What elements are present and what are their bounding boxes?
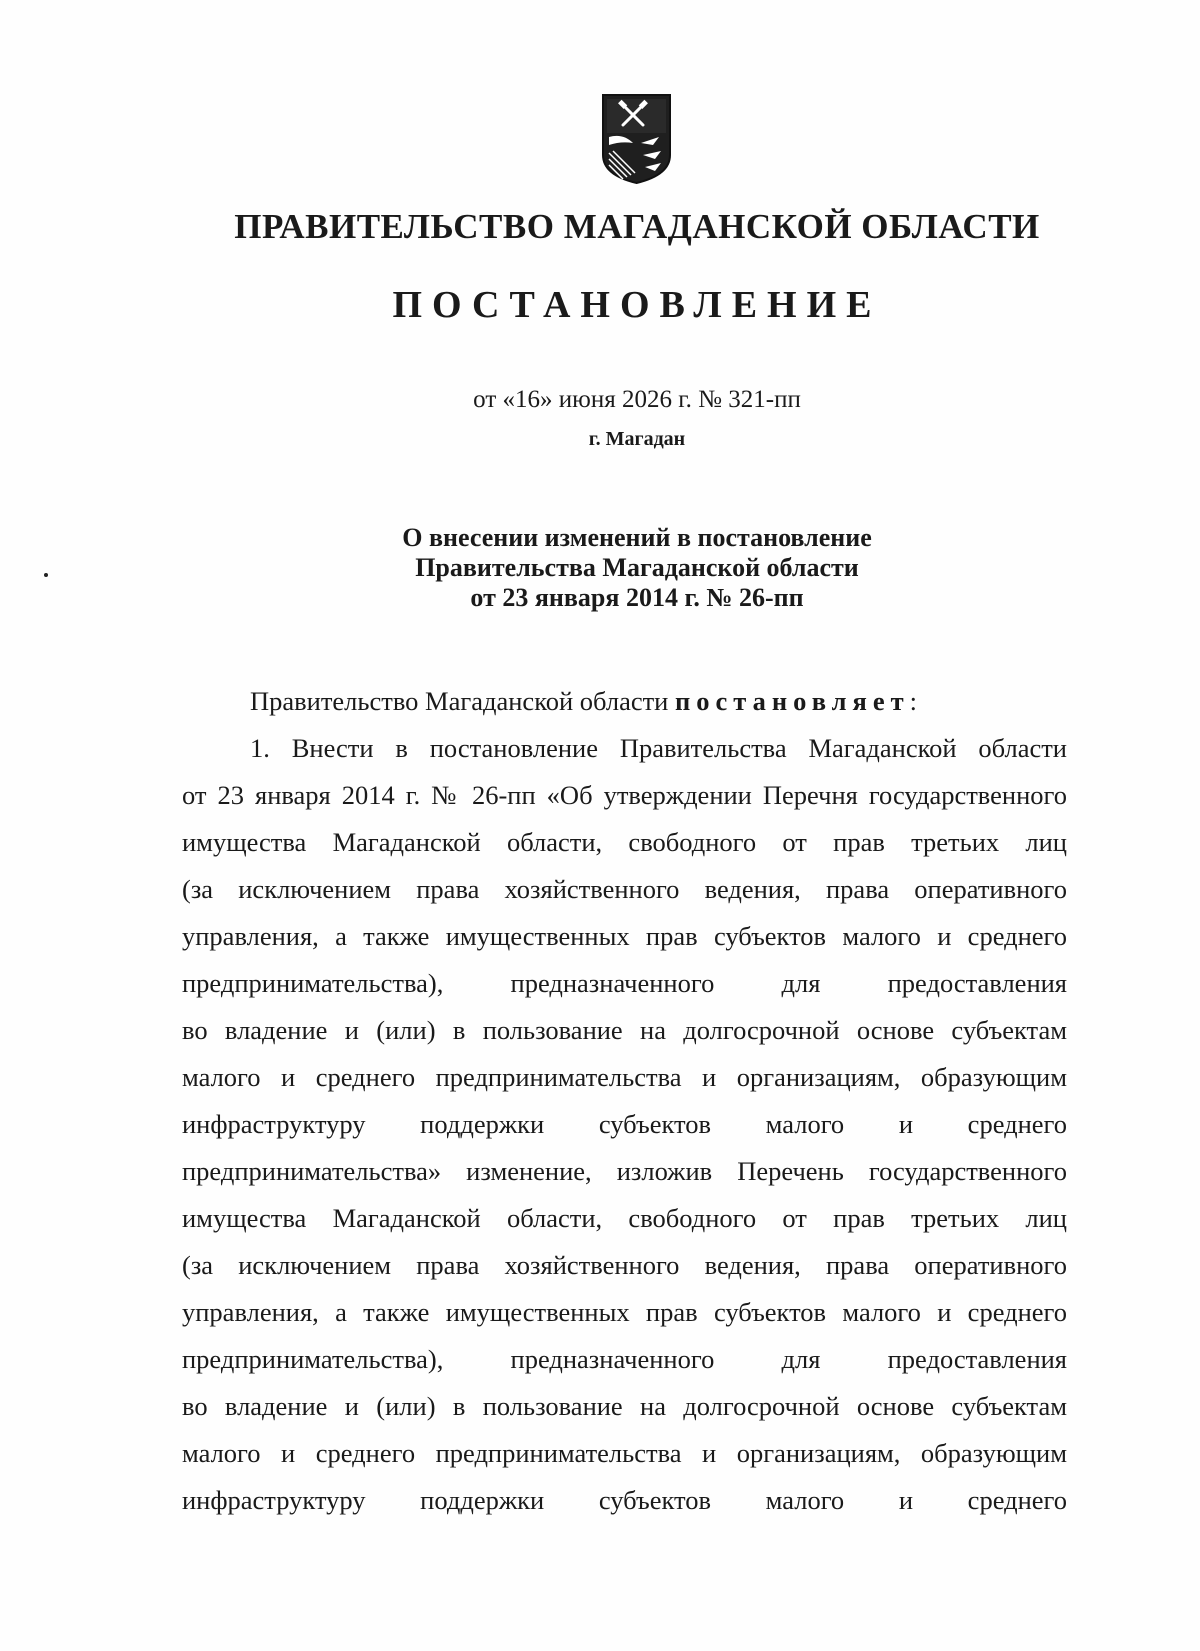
- body-line: инфраструктуру поддержки субъектов малого и среднего: [182, 1109, 1067, 1139]
- body-line: предпринимательства), предназначенного для предоставления: [182, 968, 1067, 998]
- document-subject: [0, 523, 1200, 613]
- subject-line: от 23 января 2014 г. № 26-пп: [470, 583, 804, 612]
- body-line: (за исключением права хозяйственного ведения, права оперативного: [182, 1250, 1067, 1280]
- preamble-lead: Правительство Магаданской области: [250, 686, 675, 716]
- body-line: (за исключением права хозяйственного ведения, права оперативного: [182, 874, 1067, 904]
- body-line: имущества Магаданской области, свободного от прав третьих лиц: [182, 827, 1067, 857]
- city-line: г. Магадан: [588, 428, 686, 450]
- organization-title: ПРАВИТЕЛЬСТВО МАГАДАНСКОЙ ОБЛАСТИ: [234, 207, 1040, 246]
- body-line: малого и среднего предпринимательства и организациям, образующим: [182, 1062, 1067, 1092]
- body-line: малого и среднего предпринимательства и организациям, образующим: [182, 1438, 1067, 1468]
- date-number-line: от «16» июня 2026 г. № 321-пп: [473, 386, 801, 413]
- body-line: от 23 января 2014 г. № 26-пп «Об утверждении Перечня государственного: [182, 780, 1067, 810]
- preamble-line: [250, 686, 917, 717]
- preamble-colon: :: [909, 686, 918, 716]
- body-line: предпринимательства» изменение, изложив Перечень государственного: [182, 1156, 1067, 1186]
- body-line: во владение и (или) в пользование на долгосрочной основе субъектам: [182, 1391, 1067, 1421]
- body-line: управления, а также имущественных прав субъектов малого и среднего: [182, 921, 1067, 951]
- document-type-heading: ПОСТАНОВЛЕНИЕ: [392, 284, 882, 326]
- body-line: имущества Магаданской области, свободного от прав третьих лиц: [182, 1203, 1067, 1233]
- body-line: предпринимательства), предназначенного для предоставления: [182, 1344, 1067, 1374]
- subject-line: О внесении изменений в постановление: [402, 523, 872, 552]
- subject-line: Правительства Магаданской области: [415, 553, 859, 582]
- body-line: во владение и (или) в пользование на долгосрочной основе субъектам: [182, 1015, 1067, 1045]
- preamble-verb: постановляет: [674, 686, 910, 716]
- scan-speck: [44, 573, 48, 577]
- coat-of-arms-icon: [601, 93, 672, 185]
- body-line: управления, а также имущественных прав субъектов малого и среднего: [182, 1297, 1067, 1327]
- body-line: 1. Внести в постановление Правительства Магаданской области: [250, 733, 1067, 763]
- body-line: инфраструктуру поддержки субъектов малого и среднего: [182, 1485, 1067, 1515]
